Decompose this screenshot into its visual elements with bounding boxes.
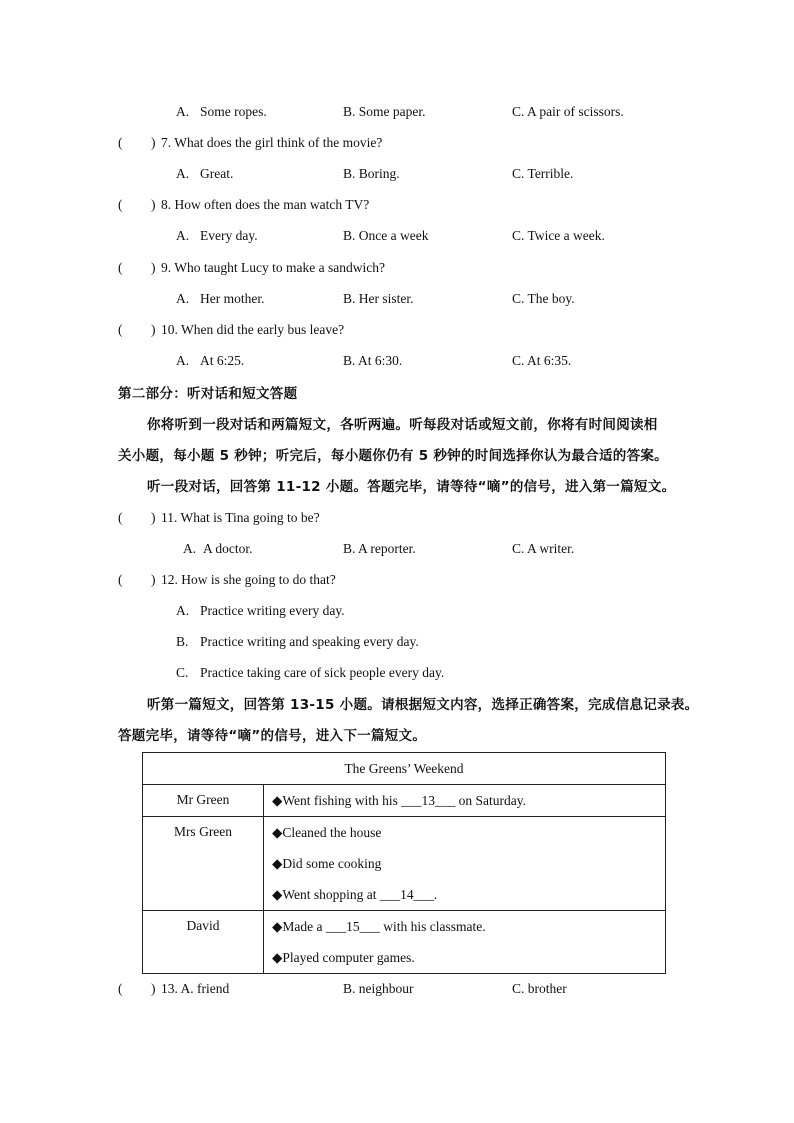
answer-bracket-close: ) [151,197,156,212]
q12-option-c-letter: C. [176,665,189,680]
answer-bracket-close: ) [151,572,156,587]
q13-option-b: B. neighbour [343,981,414,996]
q9-option-a-letter: A. [176,291,190,306]
q6-option-b: B. Some paper. [343,104,426,119]
dialogue-instruction: 听一段对话，回答第 11-12 小题。答题完毕，请等待“嘀”的信号，进入第一篇短文。 [147,479,676,495]
q10-option-a: At 6:25. [200,353,245,368]
q10-option-a-letter: A. [176,353,190,368]
q6-option-a-letter: A. [176,104,190,119]
table-row [143,911,666,974]
q11-option-b: B. A reporter. [343,541,416,556]
question-10: 10. When did the early bus leave? [161,322,345,337]
answer-bracket-open: ( [118,197,123,212]
answer-bracket-open: ( [118,510,123,525]
table-row [143,817,666,911]
answer-bracket-close: ) [151,981,156,996]
answer-bracket-open: ( [118,322,123,337]
table-item: ◆Played computer games. [272,950,415,965]
q7-option-a: Great. [200,166,234,181]
q13-option-c: C. brother [512,981,567,996]
q10-option-b: B. At 6:30. [343,353,403,368]
table-item: ◆Cleaned the house [272,825,382,840]
q6-option-c: C. A pair of scissors. [512,104,624,119]
question-12: 12. How is she going to do that? [161,572,336,587]
question-7: 7. What does the girl think of the movie? [161,135,383,150]
q7-option-b: B. Boring. [343,166,400,181]
q9-option-b: B. Her sister. [343,291,414,306]
q12-option-a: Practice writing every day. [200,603,345,618]
q12-option-a-letter: A. [176,603,190,618]
passage1-instruction-line1: 听第一篇短文，回答第 13-15 小题。请根据短文内容，选择正确答案，完成信息记录表。 [147,697,699,713]
answer-bracket-close: ) [151,135,156,150]
q11-option-a: A doctor. [203,541,253,556]
answer-bracket-close: ) [151,260,156,275]
answer-bracket-open: ( [118,981,123,996]
answer-bracket-open: ( [118,572,123,587]
section-title-part2: 第二部分：听对话和短文答题 [118,386,298,402]
question-11: 11. What is Tina going to be? [161,510,320,525]
answer-bracket-close: ) [151,510,156,525]
q9-option-c: C. The boy. [512,291,575,306]
question-13: 13. A. friend [161,981,230,996]
table-item: ◆Did some cooking [272,856,382,871]
answer-bracket-open: ( [118,260,123,275]
q12-option-b: Practice writing and speaking every day. [200,634,419,649]
part2-instruction-line2: 关小题，每小题 5 秒钟；听完后，每小题你仍有 5 秒钟的时间选择你认为最合适的答案。 [118,448,668,464]
table-item: ◆Went fishing with his ___13___ on Saturday. [272,793,527,808]
q6-option-a: Some ropes. [200,104,267,119]
q9-option-a: Her mother. [200,291,265,306]
q12-option-c: Practice taking care of sick people every day. [200,665,445,680]
q8-option-b: B. Once a week [343,228,429,243]
question-8: 8. How often does the man watch TV? [161,197,370,212]
table-item: ◆Made a ___15___ with his classmate. [272,919,486,934]
q10-option-c: C. At 6:35. [512,353,572,368]
answer-bracket-close: ) [151,322,156,337]
person-name: Mrs Green [173,824,233,839]
q11-option-a-letter: A. [183,541,197,556]
question-9: 9. Who taught Lucy to make a sandwich? [161,260,385,275]
q11-option-c: C. A writer. [512,541,575,556]
q12-option-b-letter: B. [176,634,189,649]
q7-option-c: C. Terrible. [512,166,574,181]
q8-option-a: Every day. [200,228,258,243]
answer-bracket-open: ( [118,135,123,150]
passage1-instruction-line2: 答题完毕，请等待“嘀”的信号，进入下一篇短文。 [118,728,427,744]
info-record-table [142,752,666,974]
q8-option-c: C. Twice a week. [512,228,605,243]
q7-option-a-letter: A. [176,166,190,181]
part2-instruction-line1: 你将听到一段对话和两篇短文，各听两遍。听每段对话或短文前，你将有时间阅读相 [147,417,658,433]
table-item: ◆Went shopping at ___14___. [272,887,438,902]
table-title: The Greens’ Weekend [143,753,666,785]
person-name: David [186,918,220,933]
q8-option-a-letter: A. [176,228,190,243]
table-row [143,785,666,817]
person-name: Mr Green [176,792,230,807]
